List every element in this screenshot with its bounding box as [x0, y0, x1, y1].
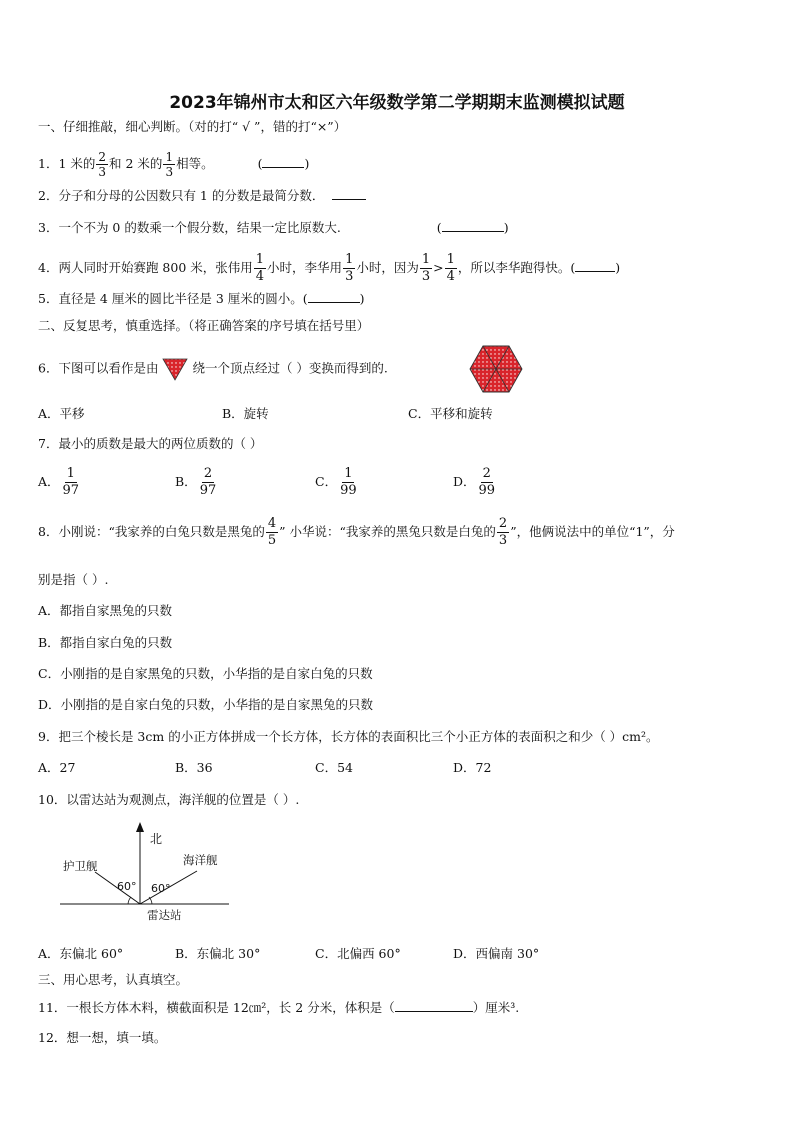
fraction-two-thirds: $\frac{2}{3}$: [98, 150, 107, 179]
q11-text-b: ）厘米³.: [472, 1000, 520, 1015]
radar-station-label: 雷达站: [147, 908, 182, 922]
q1-paren-close: ): [304, 156, 310, 171]
q11-answer-blank[interactable]: [395, 1011, 473, 1012]
page-title: 2023年锦州市太和区六年级数学第二学期期末监测模拟试题: [169, 93, 625, 113]
q8-option-b[interactable]: B．都指自家白兔的只数: [38, 635, 173, 650]
section-2-heading: 二、反复思考，慎重选择。（将正确答案的序号填在括号里）: [38, 318, 370, 333]
q10-option-a[interactable]: A．东偏北 60°: [38, 946, 124, 961]
q5-paren-close: ): [359, 291, 365, 306]
question-6: [38, 357, 388, 381]
q8-text-a: 8．小刚说：“我家养的白兔只数是黑兔的: [38, 524, 265, 539]
angle-label-right: 60°: [151, 882, 171, 895]
q8-continuation: 别是指（ ）.: [38, 572, 109, 587]
q7-option-a[interactable]: A． $\frac{1}{97}$: [38, 466, 80, 498]
q4-text-d: ，所以李华跑得快。(: [457, 260, 576, 275]
q4-text-c: 小时，因为: [356, 260, 419, 275]
question-9: 9．把三个棱长是 3cm 的小正方体拼成一个长方体，长方体的表面积比三个小正方体的表面积之和少（ ）cm²。: [38, 729, 659, 744]
q1-paren-open: (: [257, 156, 263, 171]
q9-option-d[interactable]: D．72: [453, 760, 492, 775]
q2-text: 2．分子和分母的公因数只有 1 的分数是最简分数．: [38, 188, 325, 203]
section-3-heading: 三、用心思考，认真填空。: [38, 972, 189, 987]
q5-answer-blank[interactable]: [308, 302, 360, 303]
radar-direction-diagram: [55, 820, 245, 925]
red-hexagon-icon: [469, 344, 523, 394]
q1-text-b: 和 2 米的: [109, 156, 163, 171]
angle-label-left: 60°: [117, 880, 137, 893]
question-8: [38, 516, 675, 549]
q9-option-a[interactable]: A．27: [38, 760, 76, 775]
fraction-one-third: $\frac{1}{3}$: [165, 150, 174, 179]
q4-paren-close: ): [615, 260, 621, 275]
q8-text-b: ” 小华说：“我家养的黑兔只数是白兔的: [279, 524, 496, 539]
q9-option-b[interactable]: B．36: [175, 760, 213, 775]
q6-option-b[interactable]: B．旋转: [222, 406, 269, 421]
q8-text-c: ”，他俩说法中的单位“1”，分: [510, 524, 675, 539]
q11-text-a: 11．一根长方体木料，横截面积是 12㎝²，长 2 分米，体积是（: [38, 1000, 395, 1015]
q3-paren-close: ): [503, 220, 509, 235]
q4-answer-blank[interactable]: [575, 271, 615, 272]
ocean-ship-label: 海洋舰: [183, 853, 218, 867]
q6-text-b: 绕一个顶点经过（ ）变换而得到的.: [192, 360, 388, 376]
q6-option-a[interactable]: A．平移: [38, 406, 85, 421]
question-5: [38, 289, 365, 309]
q1-answer-blank[interactable]: [262, 167, 304, 168]
question-1: [38, 150, 309, 179]
q3-text: 3．一个不为 0 的数乘一个假分数，结果一定比原数大.: [38, 220, 341, 235]
q8-option-a[interactable]: A．都指自家黑兔的只数: [38, 603, 173, 618]
fraction-one-third: $\frac{1}{3}$: [421, 252, 431, 284]
escort-ship-label: 护卫舰: [63, 859, 98, 873]
fraction-one-fourth: $\frac{1}{4}$: [255, 252, 265, 284]
question-11: [38, 998, 519, 1018]
q3-answer-blank[interactable]: [442, 231, 504, 232]
greater-than-sign: >: [433, 260, 444, 275]
q7-option-b[interactable]: B． $\frac{2}{97}$: [175, 466, 217, 498]
north-label: 北: [150, 832, 163, 846]
question-4: [38, 252, 620, 285]
fraction-one-fourth: $\frac{1}{4}$: [446, 252, 455, 284]
fraction-four-fifths: $\frac{4}{5}$: [267, 516, 277, 548]
q10-option-d[interactable]: D．西偏南 30°: [453, 946, 540, 961]
q7-option-d[interactable]: D． $\frac{2}{99}$: [453, 466, 496, 498]
q6-option-c[interactable]: C．平移和旋转: [408, 406, 493, 421]
q1-text-a: 1．1 米的: [38, 156, 96, 171]
q4-text-a: 4．两人同时开始赛跑 800 米，张伟用: [38, 260, 253, 275]
q5-text: 5．直径是 4 厘米的圆比半径是 3 厘米的圆小。(: [38, 291, 308, 306]
q6-text-a: 6．下图可以看作是由: [38, 360, 159, 376]
fraction-one-third: $\frac{1}{3}$: [345, 252, 354, 284]
q10-option-b[interactable]: B．东偏北 30°: [175, 946, 261, 961]
red-triangle-icon: [162, 357, 188, 381]
fraction-two-thirds: $\frac{2}{3}$: [498, 516, 508, 548]
q7-option-c[interactable]: C． $\frac{1}{99}$: [315, 466, 357, 498]
section-1-heading: 一、仔细推敲，细心判断。（对的打“ √ ”，错的打“×”）: [38, 119, 347, 134]
question-12: 12．想一想，填一填。: [38, 1030, 167, 1045]
question-3: [38, 218, 509, 238]
q4-text-b: 小时，李华用: [267, 260, 343, 275]
q10-option-c[interactable]: C．北偏西 60°: [315, 946, 401, 961]
q2-answer-blank[interactable]: [332, 199, 366, 200]
question-2: [38, 186, 366, 206]
q8-option-d[interactable]: D．小刚指的是自家白兔的只数，小华指的是自家黑兔的只数: [38, 697, 374, 712]
q1-text-c: 相等。: [176, 156, 214, 171]
q3-paren-open: (: [436, 220, 442, 235]
q8-option-c[interactable]: C．小刚指的是自家黑兔的只数，小华指的是自家白兔的只数: [38, 666, 373, 681]
q9-option-c[interactable]: C．54: [315, 760, 353, 775]
question-7: 7．最小的质数是最大的两位质数的（ ）: [38, 436, 263, 451]
question-10: 10．以雷达站为观测点，海洋舰的位置是（ ）.: [38, 792, 300, 807]
